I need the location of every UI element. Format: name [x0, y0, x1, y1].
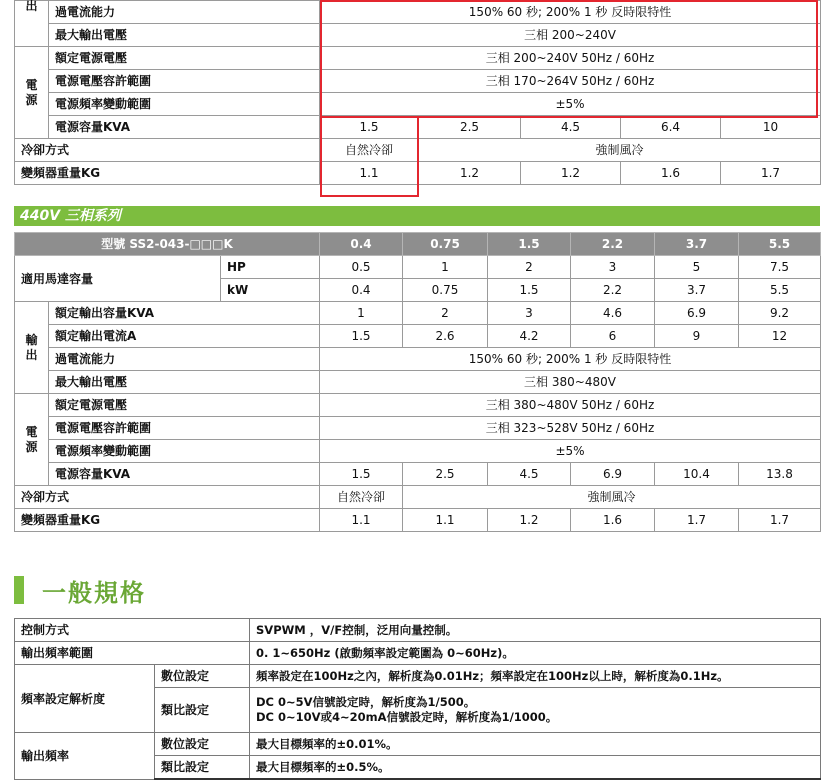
output-range-label: 輸出頻率範圍 — [15, 642, 250, 665]
rated-kva-cell: 1 — [320, 302, 403, 325]
frequency-variation-label: 電源頻率變動範圍 — [49, 440, 320, 463]
output-range-value: 0. 1~650Hz (啟動頻率設定範圍為 0~60Hz)。 — [250, 642, 821, 665]
power-capacity-cell: 2.5 — [419, 116, 521, 139]
max-output-voltage-value: 三相 380~480V — [320, 371, 821, 394]
overload-value: 150% 60 秒; 200% 1 秒 反時限特性 — [320, 348, 821, 371]
rated-current-cell: 12 — [739, 325, 821, 348]
output-digital-value: 最大目標頻率的±0.01%。 — [250, 733, 821, 756]
kw-cell: 5.5 — [739, 279, 821, 302]
section-title: 一般規格 — [42, 578, 146, 607]
resolution-analog-value — [250, 688, 821, 733]
hp-cell: 5 — [655, 256, 739, 279]
analog-line: DC 0~10V或4~20mA信號設定時，解析度為1/1000。 — [256, 710, 558, 724]
power-capacity-cell: 10.4 — [655, 463, 739, 486]
overload-label: 過電流能力 — [49, 1, 320, 24]
power-capacity-cell: 2.5 — [403, 463, 488, 486]
hp-cell: 2 — [488, 256, 571, 279]
frequency-variation-value: ±5% — [320, 93, 821, 116]
output-group-label: 出 — [15, 1, 49, 47]
max-output-voltage-label: 最大輸出電壓 — [49, 371, 320, 394]
weight-cell: 1.6 — [571, 509, 655, 532]
spec-table-440v — [14, 232, 821, 532]
power-capacity-label: 電源容量KVA — [49, 463, 320, 486]
weight-cell: 1.1 — [320, 509, 403, 532]
power-capacity-cell: 6.9 — [571, 463, 655, 486]
output-frequency-label: 輸出頻率 — [15, 733, 155, 780]
rated-voltage-label: 額定電源電壓 — [49, 47, 320, 70]
rated-current-cell: 9 — [655, 325, 739, 348]
model-cell: 1.5 — [488, 233, 571, 256]
cooling-label: 冷卻方式 — [15, 139, 320, 162]
model-label: 型號 SS2-043-□□□K — [15, 233, 320, 256]
resolution-label: 頻率設定解析度 — [15, 665, 155, 733]
series-title: 440V 三相系列 — [14, 206, 820, 226]
max-output-voltage-label: 最大輸出電壓 — [49, 24, 320, 47]
weight-cell: 1.2 — [419, 162, 521, 185]
power-capacity-label: 電源容量KVA — [49, 116, 320, 139]
kw-cell: 3.7 — [655, 279, 739, 302]
hp-cell: 1 — [403, 256, 488, 279]
frequency-variation-value: ±5% — [320, 440, 821, 463]
power-capacity-cell: 6.4 — [621, 116, 721, 139]
model-cell: 3.7 — [655, 233, 739, 256]
rated-current-cell: 4.2 — [488, 325, 571, 348]
model-cell: 5.5 — [739, 233, 821, 256]
weight-label: 變頻器重量KG — [15, 509, 320, 532]
control-method-value: SVPWM ，V/F控制，泛用向量控制。 — [250, 619, 821, 642]
rated-kva-cell: 2 — [403, 302, 488, 325]
weight-cell: 1.7 — [739, 509, 821, 532]
hp-unit-label: HP — [221, 256, 320, 279]
rated-voltage-label: 額定電源電壓 — [49, 394, 320, 417]
resolution-digital-value: 頻率設定在100Hz之內，解析度為0.01Hz；頻率設定在100Hz以上時，解析度為0.1Hz。 — [250, 665, 821, 688]
hp-cell: 7.5 — [739, 256, 821, 279]
rated-voltage-value: 三相 200~240V 50Hz / 60Hz — [320, 47, 821, 70]
rated-current-cell: 6 — [571, 325, 655, 348]
model-cell: 2.2 — [571, 233, 655, 256]
motor-capacity-label: 適用馬達容量 — [15, 256, 221, 302]
voltage-tolerance-label: 電源電壓容許範圍 — [49, 70, 320, 93]
analog-setting-label: 類比設定 — [155, 756, 250, 780]
weight-cell: 1.7 — [655, 509, 739, 532]
kw-cell: 1.5 — [488, 279, 571, 302]
rated-kva-cell: 3 — [488, 302, 571, 325]
overload-value: 150% 60 秒; 200% 1 秒 反時限特性 — [320, 1, 821, 24]
weight-cell: 1.2 — [521, 162, 621, 185]
power-capacity-cell: 1.5 — [320, 463, 403, 486]
overload-label: 過電流能力 — [49, 348, 320, 371]
general-spec-table — [14, 618, 821, 780]
kw-cell: 2.2 — [571, 279, 655, 302]
analog-line: DC 0~5V信號設定時，解析度為1/500。 — [256, 695, 476, 709]
power-capacity-cell: 10 — [721, 116, 821, 139]
rated-output-kva-label: 額定輸出容量KVA — [49, 302, 320, 325]
control-method-label: 控制方式 — [15, 619, 250, 642]
rated-current-cell: 1.5 — [320, 325, 403, 348]
rated-voltage-value: 三相 380~480V 50Hz / 60Hz — [320, 394, 821, 417]
rated-current-cell: 2.6 — [403, 325, 488, 348]
weight-cell: 1.6 — [621, 162, 721, 185]
weight-cell: 1.1 — [403, 509, 488, 532]
analog-setting-label: 類比設定 — [155, 688, 250, 733]
kw-cell: 0.4 — [320, 279, 403, 302]
digital-setting-label: 數位設定 — [155, 733, 250, 756]
model-cell: 0.75 — [403, 233, 488, 256]
weight-cell: 1.2 — [488, 509, 571, 532]
weight-cell: 1.7 — [721, 162, 821, 185]
hp-cell: 3 — [571, 256, 655, 279]
section-heading — [14, 574, 146, 606]
section-marker — [14, 576, 24, 604]
output-group-label: 輸 出 — [15, 302, 49, 394]
digital-setting-label: 數位設定 — [155, 665, 250, 688]
cooling-forced: 強制風冷 — [419, 139, 821, 162]
power-capacity-cell: 1.5 — [320, 116, 419, 139]
rated-current-label: 額定輸出電流A — [49, 325, 320, 348]
cooling-forced: 強制風冷 — [403, 486, 821, 509]
hp-cell: 0.5 — [320, 256, 403, 279]
output-analog-value: 最大目標頻率的±0.5%。 — [250, 756, 821, 780]
cooling-natural: 自然冷卻 — [320, 486, 403, 509]
rated-kva-cell: 9.2 — [739, 302, 821, 325]
rated-kva-cell: 6.9 — [655, 302, 739, 325]
power-group-label: 電 源 — [15, 394, 49, 486]
max-output-voltage-value: 三相 200~240V — [320, 24, 821, 47]
power-capacity-cell: 13.8 — [739, 463, 821, 486]
cooling-label: 冷卻方式 — [15, 486, 320, 509]
weight-cell: 1.1 — [320, 162, 419, 185]
power-capacity-cell: 4.5 — [521, 116, 621, 139]
voltage-tolerance-value: 三相 323~528V 50Hz / 60Hz — [320, 417, 821, 440]
spec-table-220v — [14, 0, 821, 185]
power-capacity-cell: 4.5 — [488, 463, 571, 486]
kw-cell: 0.75 — [403, 279, 488, 302]
model-cell: 0.4 — [320, 233, 403, 256]
weight-label: 變頻器重量KG — [15, 162, 320, 185]
rated-kva-cell: 4.6 — [571, 302, 655, 325]
voltage-tolerance-value: 三相 170~264V 50Hz / 60Hz — [320, 70, 821, 93]
power-group-label: 電 源 — [15, 47, 49, 139]
voltage-tolerance-label: 電源電壓容許範圍 — [49, 417, 320, 440]
frequency-variation-label: 電源頻率變動範圍 — [49, 93, 320, 116]
cooling-natural: 自然冷卻 — [320, 139, 419, 162]
kw-unit-label: kW — [221, 279, 320, 302]
